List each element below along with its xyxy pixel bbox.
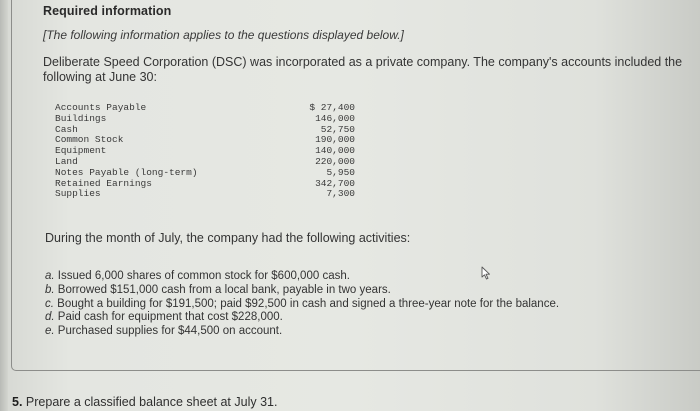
activity-item [45, 325, 559, 339]
activity-letter: d. [45, 311, 55, 324]
account-amount: 220,000 [315, 155, 355, 167]
intro-line-1: Deliberate Speed Corporation (DSC) was incorporated as a private company. The company's accounts included the [43, 55, 683, 69]
account-amount: 342,700 [315, 177, 355, 189]
company-intro [43, 55, 700, 85]
question-text: Prepare a classified balance sheet at July 31. [22, 395, 278, 409]
question-5 [12, 395, 277, 409]
required-information-heading: Required information [43, 4, 172, 18]
account-name: Accounts Payable [55, 102, 147, 113]
account-name: Cash [55, 123, 78, 135]
account-row [55, 189, 355, 200]
account-amount: 52,750 [320, 123, 355, 135]
account-name: Retained Earnings [55, 177, 152, 189]
account-amount: 190,000 [315, 134, 355, 146]
account-amount: 146,000 [315, 112, 355, 124]
account-amount: $ 27,400 [309, 102, 355, 113]
account-amount: 5,950 [326, 166, 355, 178]
activity-text: Bought a building for $191,500; paid $92,500 in cash and signed a three-year note for the balance. [53, 297, 560, 310]
account-name: Land [55, 155, 78, 167]
account-name: Buildings [55, 112, 107, 124]
intro-line-2: following at June 30: [43, 70, 157, 84]
activity-text: Borrowed $151,000 cash from a local bank, payable in two years. [54, 283, 391, 296]
activities-list [45, 270, 559, 339]
account-row [55, 168, 355, 179]
account-row [55, 146, 355, 157]
question-number: 5. [12, 395, 23, 409]
activity-text: Paid cash for equipment that cost $228,000. [54, 311, 283, 324]
account-name: Common Stock [55, 134, 124, 146]
activity-item [45, 298, 559, 312]
activity-item [45, 284, 559, 298]
account-amount: 140,000 [315, 145, 355, 157]
activity-letter: c. [45, 297, 54, 310]
mouse-pointer-icon [481, 266, 491, 280]
screen-edge [0, 0, 8, 411]
account-amount: 7,300 [326, 188, 355, 200]
account-row [55, 114, 355, 125]
accounts-table [55, 103, 355, 200]
activity-letter: b. [45, 283, 55, 296]
activities-intro: During the month of July, the company had the following activities: [45, 231, 411, 245]
account-name: Notes Payable (long-term) [55, 166, 198, 178]
account-name: Supplies [55, 188, 101, 200]
activity-text: Issued 6,000 shares of common stock for $600,000 cash. [54, 270, 350, 282]
activity-text: Purchased supplies for $44,500 on account. [54, 325, 283, 338]
activity-letter: a. [45, 270, 55, 282]
activity-letter: e. [45, 325, 55, 338]
account-name: Equipment [55, 145, 107, 157]
applies-note: [The following information applies to the questions displayed below.] [43, 28, 404, 42]
activity-item [45, 311, 559, 325]
